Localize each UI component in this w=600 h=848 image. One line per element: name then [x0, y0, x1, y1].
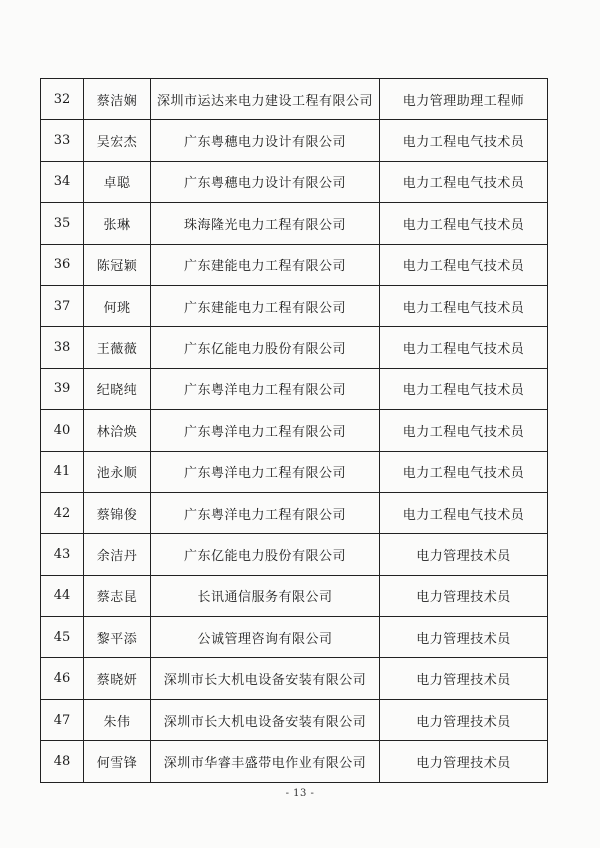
job-title: 电力工程电气技术员 — [380, 120, 548, 161]
row-number: 40 — [41, 410, 84, 451]
person-name: 蔡锦俊 — [84, 492, 151, 533]
job-title: 电力工程电气技术员 — [380, 368, 548, 409]
organization-name: 深圳市华睿丰盛带电作业有限公司 — [151, 741, 380, 782]
organization-name: 深圳市运达来电力建设工程有限公司 — [151, 79, 380, 120]
job-title: 电力工程电气技术员 — [380, 244, 548, 285]
person-name: 蔡志昆 — [84, 575, 151, 616]
organization-name: 广东亿能电力股份有限公司 — [151, 534, 380, 575]
job-title: 电力管理技术员 — [380, 534, 548, 575]
person-name: 蔡晓妍 — [84, 658, 151, 699]
personnel-table — [40, 78, 548, 783]
person-name: 何雪锋 — [84, 741, 151, 782]
job-title: 电力工程电气技术员 — [380, 285, 548, 326]
organization-name: 广东亿能电力股份有限公司 — [151, 327, 380, 368]
table-row — [41, 451, 548, 492]
job-title: 电力管理助理工程师 — [380, 79, 548, 120]
table-row — [41, 741, 548, 782]
row-number: 32 — [41, 79, 84, 120]
row-number: 41 — [41, 451, 84, 492]
organization-name: 广东粤洋电力工程有限公司 — [151, 451, 380, 492]
row-number: 46 — [41, 658, 84, 699]
row-number: 47 — [41, 699, 84, 740]
organization-name: 长讯通信服务有限公司 — [151, 575, 380, 616]
row-number: 44 — [41, 575, 84, 616]
row-number: 39 — [41, 368, 84, 409]
person-name: 林洽焕 — [84, 410, 151, 451]
person-name: 朱伟 — [84, 699, 151, 740]
row-number: 36 — [41, 244, 84, 285]
row-number: 38 — [41, 327, 84, 368]
organization-name: 广东粤穗电力设计有限公司 — [151, 120, 380, 161]
job-title: 电力工程电气技术员 — [380, 327, 548, 368]
person-name: 王薇薇 — [84, 327, 151, 368]
table-row — [41, 492, 548, 533]
table-row — [41, 79, 548, 120]
job-title: 电力管理技术员 — [380, 658, 548, 699]
organization-name: 公诚管理咨询有限公司 — [151, 617, 380, 658]
person-name: 吴宏杰 — [84, 120, 151, 161]
person-name: 蔡洁娴 — [84, 79, 151, 120]
job-title: 电力管理技术员 — [380, 575, 548, 616]
table-row — [41, 575, 548, 616]
person-name: 池永顺 — [84, 451, 151, 492]
job-title: 电力管理技术员 — [380, 617, 548, 658]
row-number: 37 — [41, 285, 84, 326]
table-row — [41, 617, 548, 658]
table-row — [41, 244, 548, 285]
person-name: 余洁丹 — [84, 534, 151, 575]
organization-name: 广东粤洋电力工程有限公司 — [151, 492, 380, 533]
table-row — [41, 658, 548, 699]
person-name: 卓聪 — [84, 161, 151, 202]
job-title: 电力管理技术员 — [380, 699, 548, 740]
table-row — [41, 327, 548, 368]
organization-name: 珠海隆光电力工程有限公司 — [151, 203, 380, 244]
job-title: 电力工程电气技术员 — [380, 161, 548, 202]
person-name: 黎平添 — [84, 617, 151, 658]
organization-name: 广东粤洋电力工程有限公司 — [151, 410, 380, 451]
job-title: 电力工程电气技术员 — [380, 492, 548, 533]
row-number: 33 — [41, 120, 84, 161]
row-number: 34 — [41, 161, 84, 202]
table-row — [41, 368, 548, 409]
person-name: 纪晓纯 — [84, 368, 151, 409]
page-number: - 13 - — [285, 788, 315, 799]
organization-name: 深圳市长大机电设备安装有限公司 — [151, 658, 380, 699]
job-title: 电力工程电气技术员 — [380, 410, 548, 451]
job-title: 电力工程电气技术员 — [380, 451, 548, 492]
table-row — [41, 120, 548, 161]
person-name: 陈冠颖 — [84, 244, 151, 285]
job-title: 电力工程电气技术员 — [380, 203, 548, 244]
person-name: 何珧 — [84, 285, 151, 326]
row-number: 43 — [41, 534, 84, 575]
table-body — [41, 79, 548, 783]
organization-name: 广东建能电力工程有限公司 — [151, 285, 380, 326]
row-number: 35 — [41, 203, 84, 244]
row-number: 42 — [41, 492, 84, 533]
table-row — [41, 534, 548, 575]
table-row — [41, 285, 548, 326]
organization-name: 广东粤穗电力设计有限公司 — [151, 161, 380, 202]
table-row — [41, 699, 548, 740]
job-title: 电力管理技术员 — [380, 741, 548, 782]
table-row — [41, 410, 548, 451]
row-number: 48 — [41, 741, 84, 782]
table-row — [41, 203, 548, 244]
organization-name: 深圳市长大机电设备安装有限公司 — [151, 699, 380, 740]
person-name: 张琳 — [84, 203, 151, 244]
table-row — [41, 161, 548, 202]
row-number: 45 — [41, 617, 84, 658]
organization-name: 广东粤洋电力工程有限公司 — [151, 368, 380, 409]
organization-name: 广东建能电力工程有限公司 — [151, 244, 380, 285]
